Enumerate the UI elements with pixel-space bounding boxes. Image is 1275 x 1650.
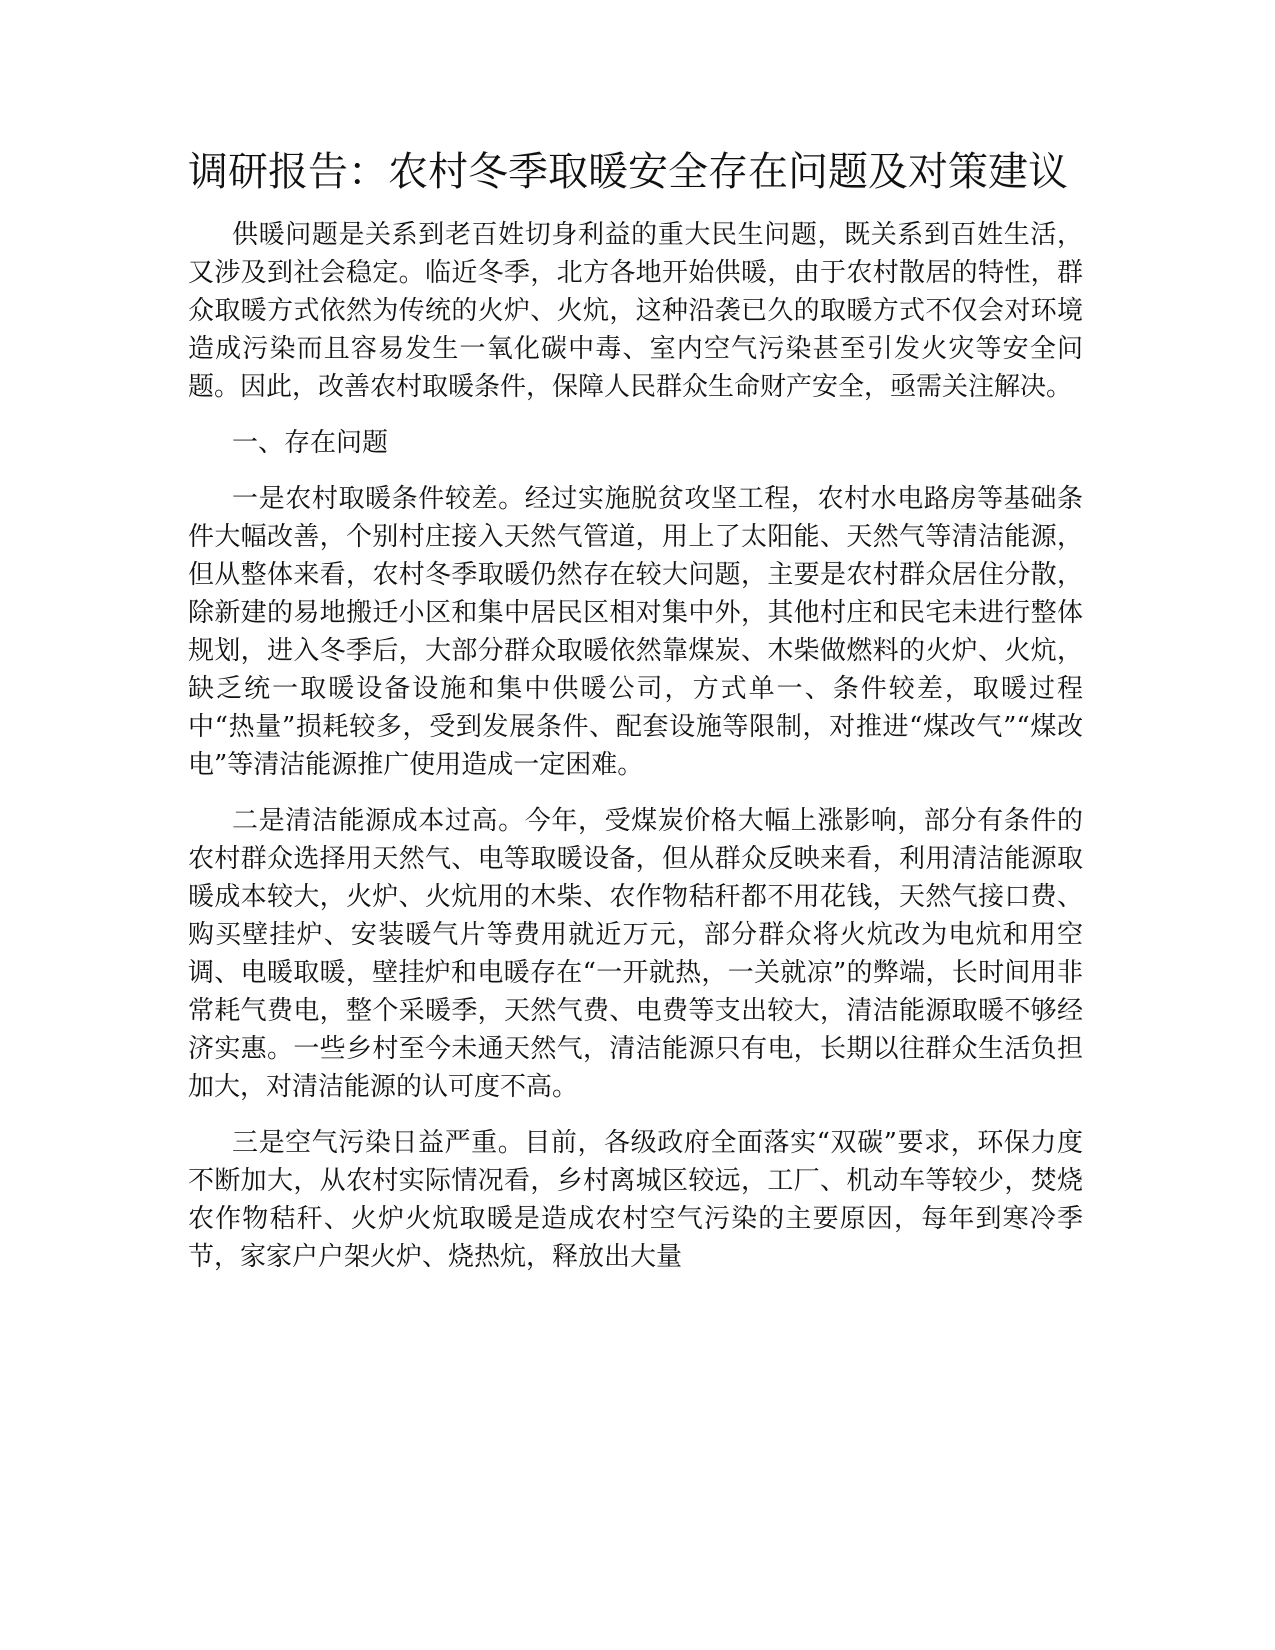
paragraph-clean-energy-cost: 二是清洁能源成本过高。今年，受煤炭价格大幅上涨影响，部分有条件的农村群众选择用天然气、电等取暖设备，但从群众反映来看，利用清洁能源取暖成本较大，火炉、火炕用的木柴、农作物秸秆都不用花钱，天然气接口费、购买壁挂炉、安装暖气片等费用就近万元，部分群众将火炕改为电炕和用空调、电暖取暖，壁挂炉和电暖存在“一开就热，一关就凉”的弊端，长时间用非常耗气费电，整个采暖季，天然气费、电费等支出较大，清洁能源取暖不够经济实惠。一些乡村至今未通天然气，清洁能源只有电，长期以往群众生活负担加大，对清洁能源的认可度不高。 — [188, 806, 1083, 1102]
document-body — [188, 145, 1083, 1294]
section-heading-problems: 一、存在问题 — [232, 428, 389, 458]
document-title: 调研报告：农村冬季取暖安全存在问题及对策建议 — [188, 149, 1068, 195]
intro-paragraph: 供暖问题是关系到老百姓切身利益的重大民生问题，既关系到百姓生活，又涉及到社会稳定。临近冬季，北方各地开始供暖，由于农村散居的特性，群众取暖方式依然为传统的火炉、火炕，这种沿袭已久的取暖方式不仅会对环境造成污染而且容易发生一氧化碳中毒、室内空气污染甚至引发火灾等安全问题。因此，改善农村取暖条件，保障人民群众生命财产安全，亟需关注解决。 — [188, 220, 1083, 402]
paragraph-heating-conditions: 一是农村取暖条件较差。经过实施脱贫攻坚工程，农村水电路房等基础条件大幅改善，个别村庄接入天然气管道，用上了太阳能、天然气等清洁能源，但从整体来看，农村冬季取暖仍然存在较大问题，主要是农村群众居住分散，除新建的易地搬迁小区和集中居民区相对集中外，其他村庄和民宅未进行整体规划，进入冬季后，大部分群众取暖依然靠煤炭、木柴做燃料的火炉、火炕，缺乏统一取暖设备设施和集中供暖公司，方式单一、条件较差，取暖过程中“热量”损耗较多，受到发展条件、配套设施等限制，对推进“煤改气”“煤改电”等清洁能源推广使用造成一定困难。 — [188, 484, 1083, 780]
paragraph-air-pollution: 三是空气污染日益严重。目前，各级政府全面落实“双碳”要求，环保力度不断加大，从农村实际情况看，乡村离城区较远，工厂、机动车等较少，焚烧农作物秸秆、火炉火炕取暖是造成农村空气污染的主要原因，每年到寒冷季节，家家户户架火炉、烧热炕，释放出大量 — [188, 1128, 1083, 1272]
